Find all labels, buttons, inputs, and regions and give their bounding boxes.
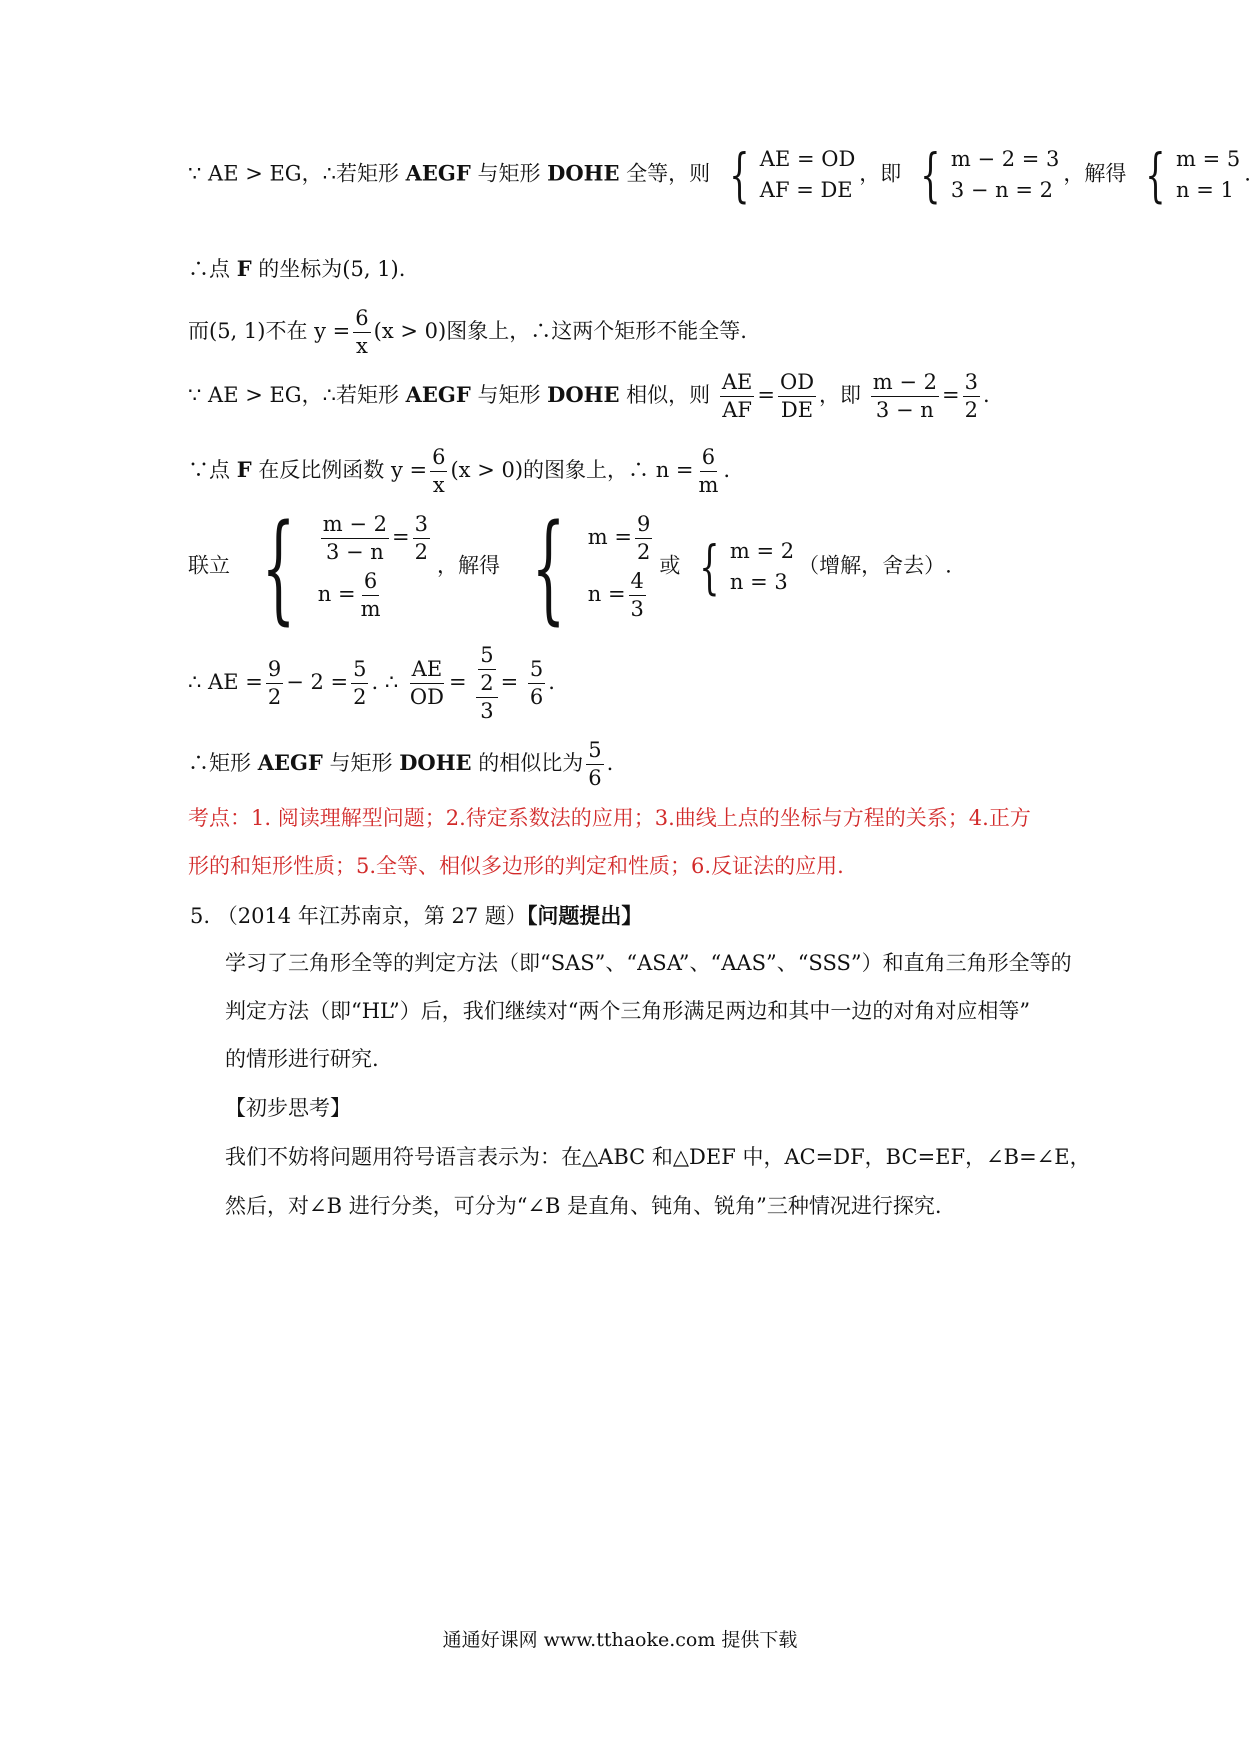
equation-system: { m = $\frac{9}{2}$ n = $\frac{4}{3}$ bbox=[511, 508, 656, 626]
compound-fraction: $\frac{\frac{5}{2}}{3}$ bbox=[476, 645, 497, 722]
text: 5. （2014 年江苏南京，第 27 题） bbox=[190, 904, 527, 928]
text: ∵ AE > EG，∴若矩形 bbox=[188, 383, 406, 407]
text: 相似，则 bbox=[619, 383, 711, 407]
question-paragraph: 的情形进行研究. bbox=[225, 1047, 379, 1071]
question-5-heading bbox=[190, 905, 642, 927]
text: = bbox=[448, 670, 467, 694]
text: ∴ AE = bbox=[188, 670, 263, 694]
equation: m = 2 bbox=[729, 539, 795, 563]
equation: n = $\frac{4}{3}$ bbox=[587, 569, 644, 621]
equation: AE = OD bbox=[759, 147, 856, 171]
text: = bbox=[757, 383, 775, 407]
equation-system: { AE = OD AF = DE bbox=[729, 141, 856, 209]
solution-line-5 bbox=[188, 447, 730, 496]
question-paragraph: 判定方法（即“HL”）后，我们继续对“两个三角形满足两边和其中一边的对角对应相等” bbox=[225, 999, 1031, 1023]
fraction: $\frac{m - 2}{3 - n}$ bbox=[872, 370, 937, 422]
text: . bbox=[548, 670, 555, 694]
fraction: $\frac{6}{x}$ bbox=[432, 445, 446, 497]
equation: AF = DE bbox=[759, 178, 853, 202]
text: = bbox=[500, 670, 519, 694]
text: ∴矩形 bbox=[188, 751, 258, 775]
text: 而(5, 1)不在 y = bbox=[188, 319, 351, 343]
text: ，解得 bbox=[436, 553, 500, 578]
text: 与矩形 bbox=[470, 383, 548, 407]
fraction: $\frac{5}{6}$ bbox=[529, 657, 544, 709]
text: AEGF bbox=[405, 160, 471, 186]
solution-line-4 bbox=[188, 372, 990, 421]
question-paragraph: 然后，对∠B 进行分类，可分为“∠B 是直角、钝角、锐角”三种情况进行探究. bbox=[225, 1194, 942, 1218]
text: − 2 = bbox=[286, 670, 349, 694]
solution-line-1 bbox=[188, 141, 1251, 209]
fraction: $\frac{5}{2}$ bbox=[353, 657, 367, 709]
fraction: $\frac{AE}{AF}$ bbox=[721, 370, 753, 422]
fraction: $\frac{6}{m}$ bbox=[698, 445, 719, 497]
solution-line-7 bbox=[188, 645, 555, 722]
text: 联立 bbox=[188, 553, 230, 578]
solution-line-6 bbox=[188, 498, 952, 636]
text: . bbox=[723, 458, 731, 482]
equation: n = 1 bbox=[1176, 178, 1234, 202]
equation: m = 5 bbox=[1176, 147, 1241, 171]
equation: 3 − n = 2 bbox=[950, 178, 1054, 202]
text: . bbox=[606, 751, 614, 775]
text: F bbox=[236, 457, 252, 482]
text: 与矩形 bbox=[322, 751, 400, 775]
text: 的相似比为 bbox=[471, 751, 584, 775]
solution-line-3 bbox=[188, 308, 747, 357]
question-paragraph: 我们不妨将问题用符号语言表示为：在△ABC 和△DEF 中，AC=DF，BC=EF，∠B=∠E， bbox=[225, 1145, 1091, 1169]
fraction: $\frac{6}{x}$ bbox=[355, 306, 369, 358]
equation: n = $\frac{6}{m}$ bbox=[317, 569, 381, 621]
text: AEGF bbox=[405, 382, 471, 407]
text: ∴点 bbox=[188, 257, 237, 281]
text: (x > 0)图象上，∴这两个矩形不能全等. bbox=[373, 319, 747, 343]
text: . bbox=[982, 383, 990, 407]
text: . ∴ bbox=[371, 670, 399, 694]
equation: m = $\frac{9}{2}$ bbox=[587, 512, 651, 564]
text: 【问题提出】 bbox=[526, 903, 643, 928]
text: DOHE bbox=[547, 160, 620, 186]
equation-system: { m − 2 = 3 3 − n = 2 bbox=[920, 141, 1060, 209]
text: （增解，舍去）. bbox=[798, 553, 952, 578]
equation: $\frac{m - 2}{3 - n}$ = $\frac{3}{2}$ bbox=[322, 512, 428, 564]
equation: m − 2 = 3 bbox=[950, 147, 1060, 171]
text: = bbox=[941, 383, 960, 407]
text: 或 bbox=[659, 553, 681, 578]
text: DOHE bbox=[399, 750, 472, 775]
text: ，即 bbox=[859, 161, 902, 186]
solution-line-8 bbox=[188, 740, 613, 789]
page-footer: 通通好课网 www.tthaoke.com 提供下载 bbox=[442, 1629, 798, 1651]
section-heading: 【初步思考】 bbox=[225, 1096, 351, 1120]
question-paragraph: 学习了三角形全等的判定方法（即“SAS”、“ASA”、“AAS”、“SSS”）和直角三角形全等的 bbox=[225, 951, 1072, 975]
kaodian-line-1: 考点：1. 阅读理解型问题；2.待定系数法的应用；3.曲线上点的坐标与方程的关系；4.正方 bbox=[188, 806, 1031, 830]
text: ，即 bbox=[819, 383, 862, 407]
text: 与矩形 bbox=[470, 161, 548, 186]
fraction: $\frac{OD}{DE}$ bbox=[779, 370, 815, 422]
text: F bbox=[236, 256, 252, 281]
text: ∵ AE > EG，∴若矩形 bbox=[188, 161, 406, 186]
text: 在反比例函数 y = bbox=[251, 458, 428, 482]
fraction: $\frac{AE}{OD}$ bbox=[409, 657, 444, 709]
text: ∵点 bbox=[188, 458, 237, 482]
text: . bbox=[1244, 161, 1251, 186]
text: 全等，则 bbox=[619, 161, 711, 186]
text: (x > 0)的图象上，∴ n = bbox=[450, 458, 694, 482]
text: 的坐标为(5, 1). bbox=[251, 257, 406, 281]
solution-line-2 bbox=[188, 258, 405, 280]
text: DOHE bbox=[547, 382, 620, 407]
equation: n = 3 bbox=[729, 570, 788, 594]
fraction: $\frac{5}{6}$ bbox=[588, 738, 602, 790]
text: ，解得 bbox=[1063, 161, 1127, 186]
equation-system: { m = 2 n = 3 bbox=[699, 533, 795, 601]
equation-system: { m = 5 n = 1 bbox=[1145, 141, 1241, 209]
fraction: $\frac{3}{2}$ bbox=[964, 370, 978, 422]
text: AEGF bbox=[257, 750, 323, 775]
fraction: $\frac{9}{2}$ bbox=[267, 657, 282, 709]
kaodian-line-2: 形的和矩形性质；5.全等、相似多边形的判定和性质；6.反证法的应用. bbox=[188, 854, 844, 878]
equation-system: { $\frac{m - 2}{3 - n}$ = $\frac{3}{2}$ n = $\frac{6}{m}$ bbox=[241, 508, 433, 626]
